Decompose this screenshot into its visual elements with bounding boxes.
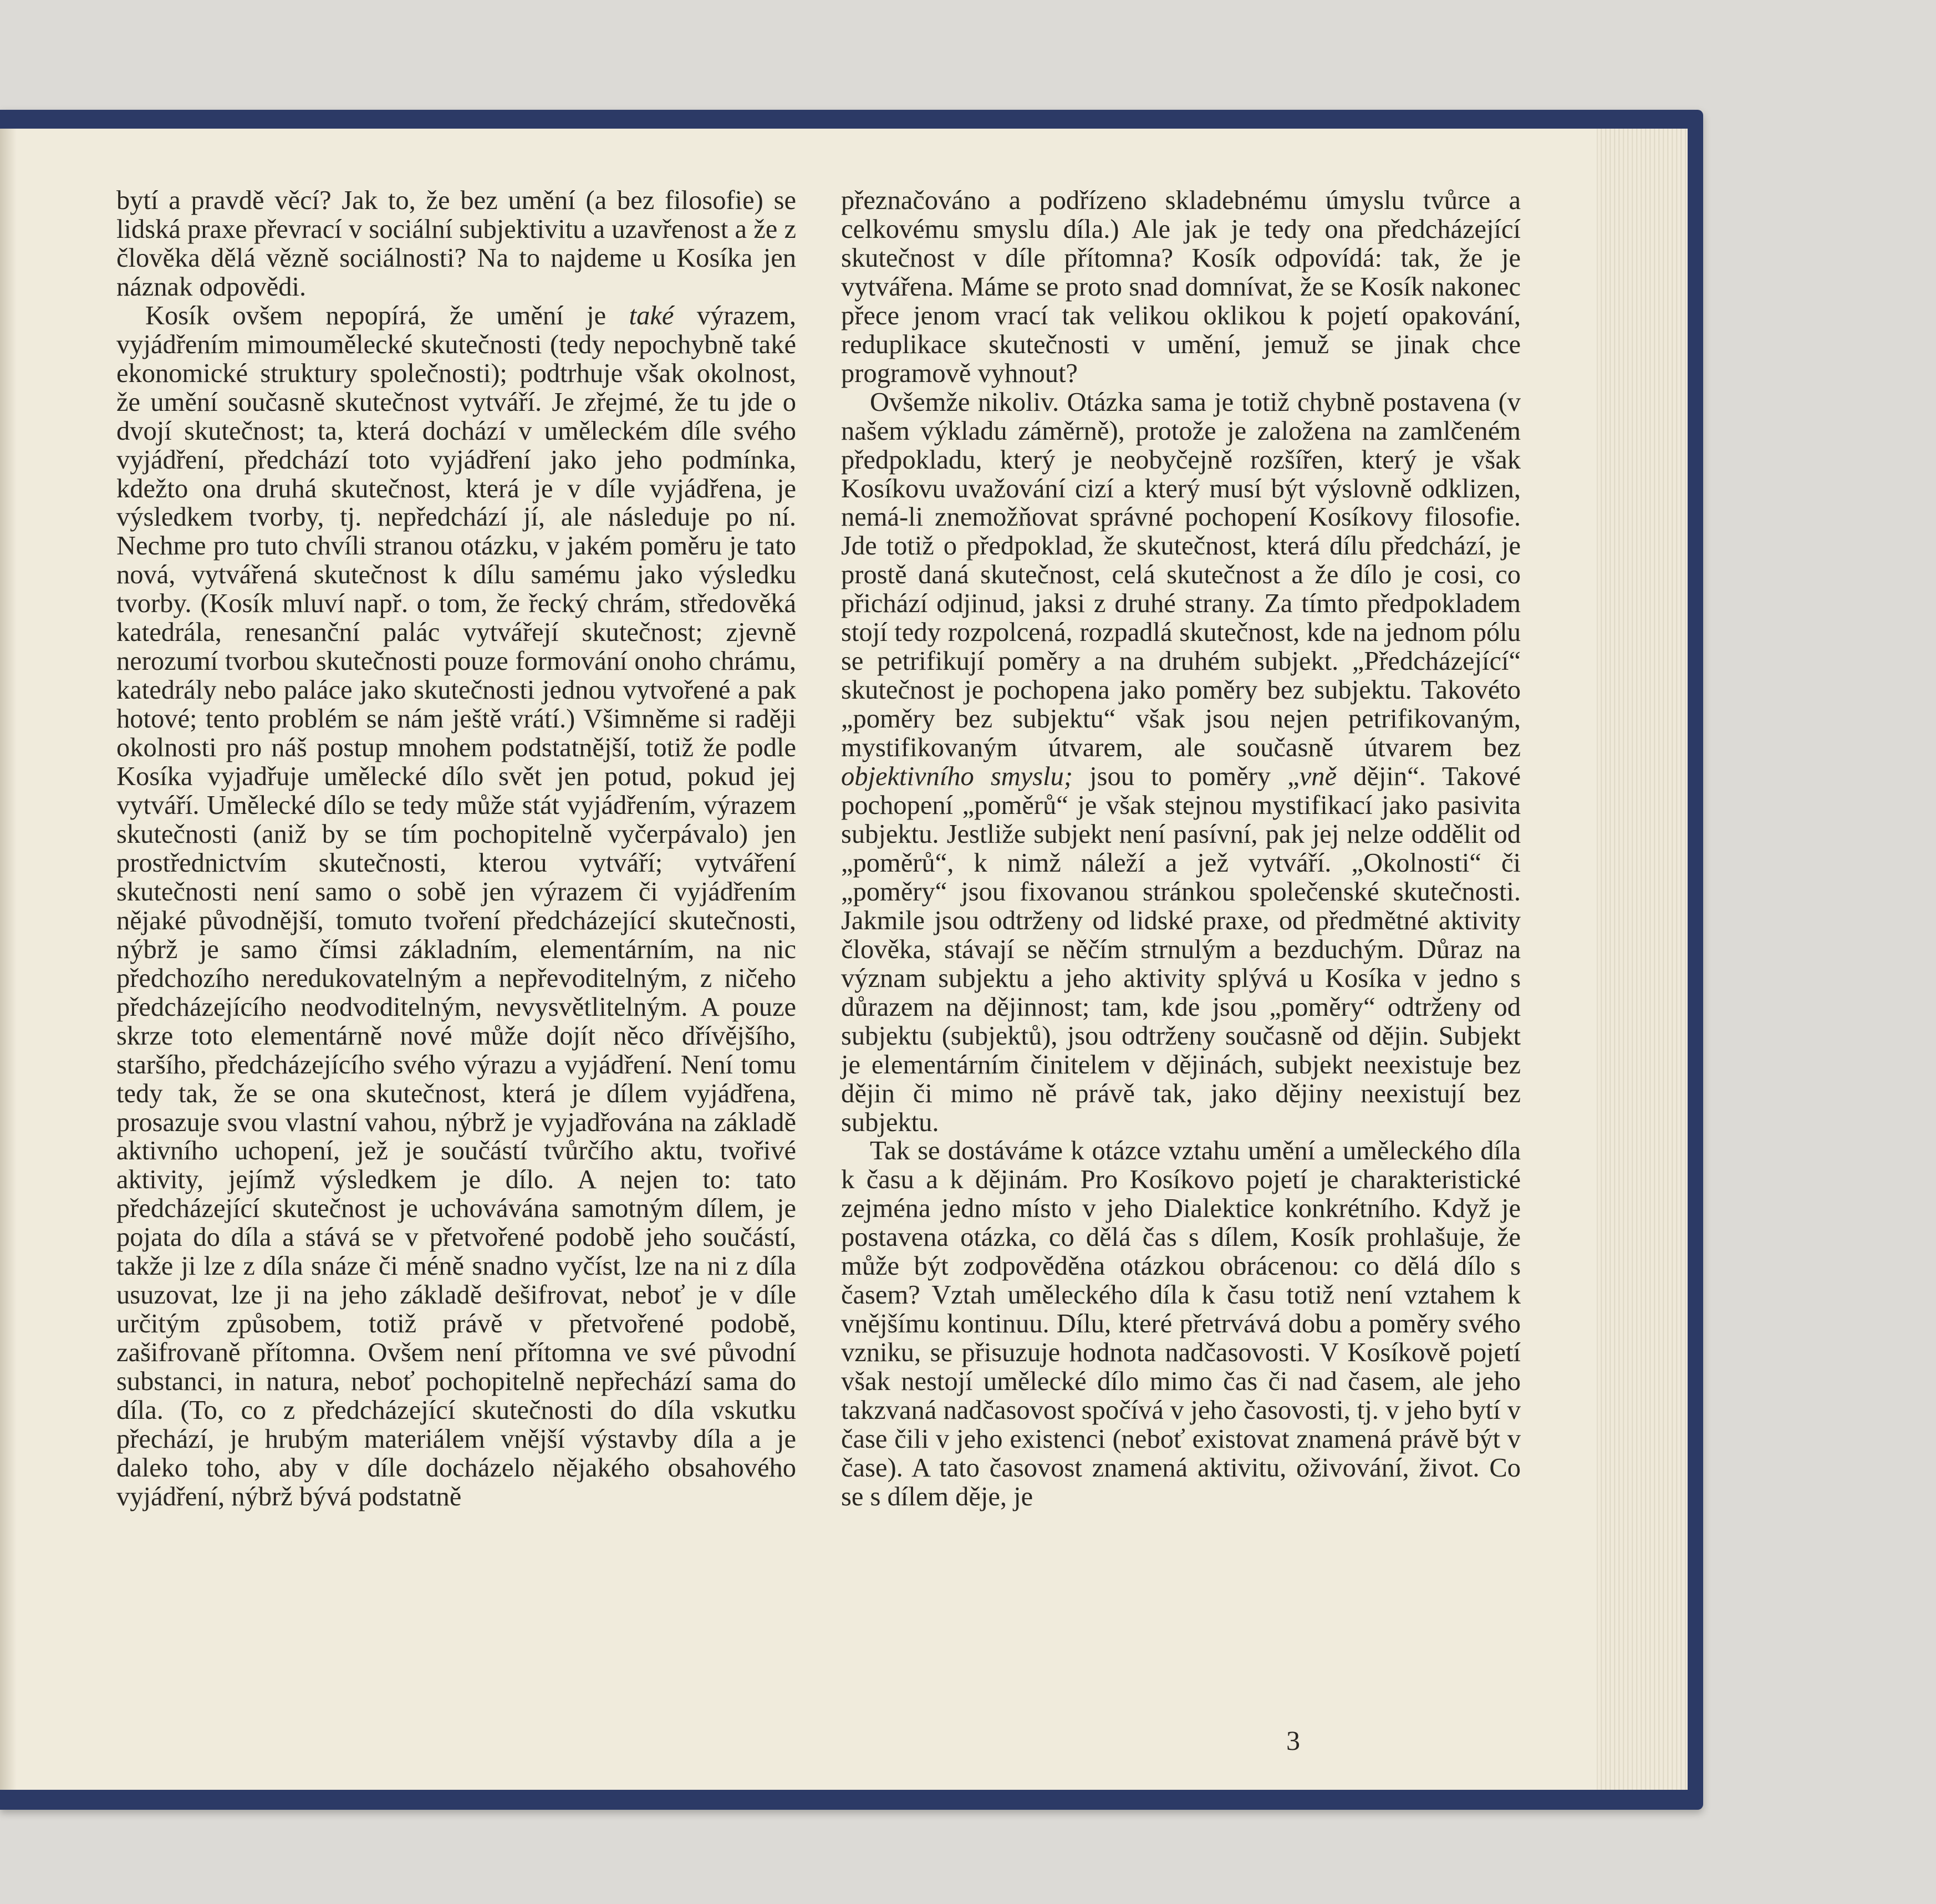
page-gutter <box>0 129 17 1790</box>
paragraph: Kosík ovšem nepopírá, že umění je také výrazem, vyjádřením mimoumělecké skutečnosti (tedy nepochybně také ekonomické struktury společnosti); podtrhuje však okolnost, že umění současně skutečnost vytváří. Je zřejmé, že tu jde o dvojí skutečnost; ta, která dochází v uměleckém díle svého vyjádření, předchází toto vyjádření jako jeho podmínka, kdežto ona druhá skutečnost, která je v díle vyjádřena, je výsledkem tvorby, tj. nepředchází jí, ale následuje po ní. Nechme pro tuto chvíli stranou otázku, v jakém poměru je tato nová, vytvářená skutečnost k dílu samému jako výsledku tvorby. (Kosík mluví např. o tom, že řecký chrám, středověká katedrála, renesanční palác vytvářejí skutečnost; zjevně nerozumí tvorbou skutečnosti pouze formování onoho chrámu, katedrály nebo paláce jako skutečnosti jednou vytvořené a pak hotové; tento problém se nám ještě vrátí.) Všimněme si raději okolnosti pro náš postup mnohem podstatnější, totiž že podle Kosíka vyjadřuje umělecké dílo svět jen potud, pokud jej vytváří. Umělecké dílo se tedy může stát vyjádřením, výrazem skutečnosti (aniž by se tím pochopitelně vyčerpávalo) jen prostřednictvím skutečnosti, kterou vytváří; vytváření skutečnosti není samo o sobě jen výrazem či vyjádřením nějaké původnější, tomuto tvoření předcházející skutečnosti, nýbrž je samo čímsi základním, elementárním, na nic předchozího neredukovatelným a nepřevoditelným, z ničeho předcházejícího neodvoditelným, nevysvětlitelným. A pouze skrze toto elementárně nové může dojít něco dřívějšího, staršího, předcházejícího svého výrazu a vyjádření. Není tomu tedy tak, že se ona skutečnost, která je dílem vyjádřena, prosazuje svou vlastní vahou, nýbrž je vyjadřována na základě aktivního uchopení, jež je součástí tvůrčího aktu, tvořivé aktivity, jejímž výsledkem je dílo. A nejen to: tato předcházející skutečnost je uchovávána samotným dílem, je pojata do díla a stává se v přetvořené podobě jeho součástí, takže ji lze z díla snáze či méně snadno vyčíst, lze na ni z díla usuzovat, lze ji na jeho základě dešifrovat, neboť je v díle určitým způsobem, totiž právě v přetvořené podobě, zašifrovaně přítomna. Ovšem není přítomna ve své původní substanci, in natura, neboť pochopitelně nepřechází sama do díla. (To, co z předcházející skutečnosti do díla vskutku přechází, je hrubým materiálem vnější výstavby díla a je daleko toho, aby v díle docházelo nějakého obsahového vyjádření, nýbrž bývá podstatně <box>116 301 796 1511</box>
paragraph: Tak se dostáváme k otázce vztahu umění a uměleckého díla k času a k dějinám. Pro Kosíkovo pojetí je charakteristické zejména jedno místo v jeho Dialektice konkrétního. Když je postavena otázka, co dělá čas s dílem, Kosík prohlašuje, že může být zodpověděna otázkou obrácenou: co dělá dílo s časem? Vztah uměleckého díla k času totiž není vztahem k vnějšímu kontinuu. Dílu, které přetrvává dobu a poměry svého vzniku, se přisuzuje hodnota nadčasovosti. V Kosíkově pojetí však nestojí umělecké dílo mimo čas či nad časem, ale jeho takzvaná nadčasovost spočívá v jeho časovosti, tj. v jeho bytí v čase čili v jeho existenci (neboť existovat znamená právě být v čase). A tato časovost znamená aktivitu, oživování, život. Co se s dílem děje, je <box>841 1136 1521 1511</box>
paragraph: přeznačováno a podřízeno skladebnému úmyslu tvůrce a celkovému smyslu díla.) Ale jak je tedy ona předcházející skutečnost v díle přítomna? Kosík odpovídá: tak, že je vytvářena. Máme se proto snad domnívat, že se Kosík nakonec přece jenom vrací tak velikou oklikou k pojetí opakování, reduplikace skutečnosti v umění, jemuž se jinak chce programově vyhnout? <box>841 186 1521 388</box>
page-number: 3 <box>1286 1725 1300 1756</box>
paragraph: bytí a pravdě věcí? Jak to, že bez umění (a bez filosofie) se lidská praxe převrací v sociální subjektivitu a uzavřenost a že z člověka dělá vězně sociálnosti? Na to najdeme u Kosíka jen náznak odpovědi. <box>116 186 796 302</box>
left-text-column <box>116 186 796 1511</box>
italic-emphasis: objektivního smyslu; <box>841 762 1073 792</box>
italic-emphasis: také <box>629 301 674 330</box>
page-edges <box>1597 129 1688 1790</box>
italic-emphasis: vně <box>1299 762 1337 792</box>
paragraph: Ovšemže nikoliv. Otázka sama je totiž chybně postavena (v našem výkladu záměrně), protože je založena na zamlčeném předpokladu, který je neobyčejně rozšířen, který je však Kosíkovu uvažování cizí a který musí být výslovně odklizen, nemá-li znemožňovat správné pochopení Kosíkovy filosofie. Jde totiž o předpoklad, že skutečnost, která dílu předchází, je prostě daná skutečnost, celá skutečnost a že dílo je cosi, co přichází odjinud, jaksi z druhé strany. Za tímto předpokladem stojí tedy rozpolcená, rozpadlá skutečnost, kde na jednom pólu se petrifikují poměry a na druhém subjekt. „Předcházející“ skutečnost je pochopena jako poměry bez subjektu. Takovéto „poměry bez subjektu“ však jsou nejen petrifikovaným, mystifikovaným útvarem, ale současně útvarem bez objektivního smyslu; jsou to poměry „vně dějin“. Takové pochopení „poměrů“ je však stejnou mystifikací jako pasivita subjektu. Jestliže subjekt není pasívní, pak jej nelze oddělit od „poměrů“, k nimž náleží a jež vytváří. „Okolnosti“ či „poměry“ jsou fixovanou stránkou společenské skutečnosti. Jakmile jsou odtrženy od lidské praxe, od předmětné aktivity člověka, stávají se něčím strnulým a bezduchým. Důraz na význam subjektu a jeho aktivity splývá u Kosíka v jedno s důrazem na dějinnost; tam, kde jsou „poměry“ odtrženy od subjektu (subjektů), jsou odtrženy současně od dějin. Subjekt je elementárním činitelem v dějinách, subjekt neexistuje bez dějin či mimo ně právě tak, jako dějiny neexistují bez subjektu. <box>841 387 1521 1137</box>
right-text-column <box>841 186 1521 1511</box>
